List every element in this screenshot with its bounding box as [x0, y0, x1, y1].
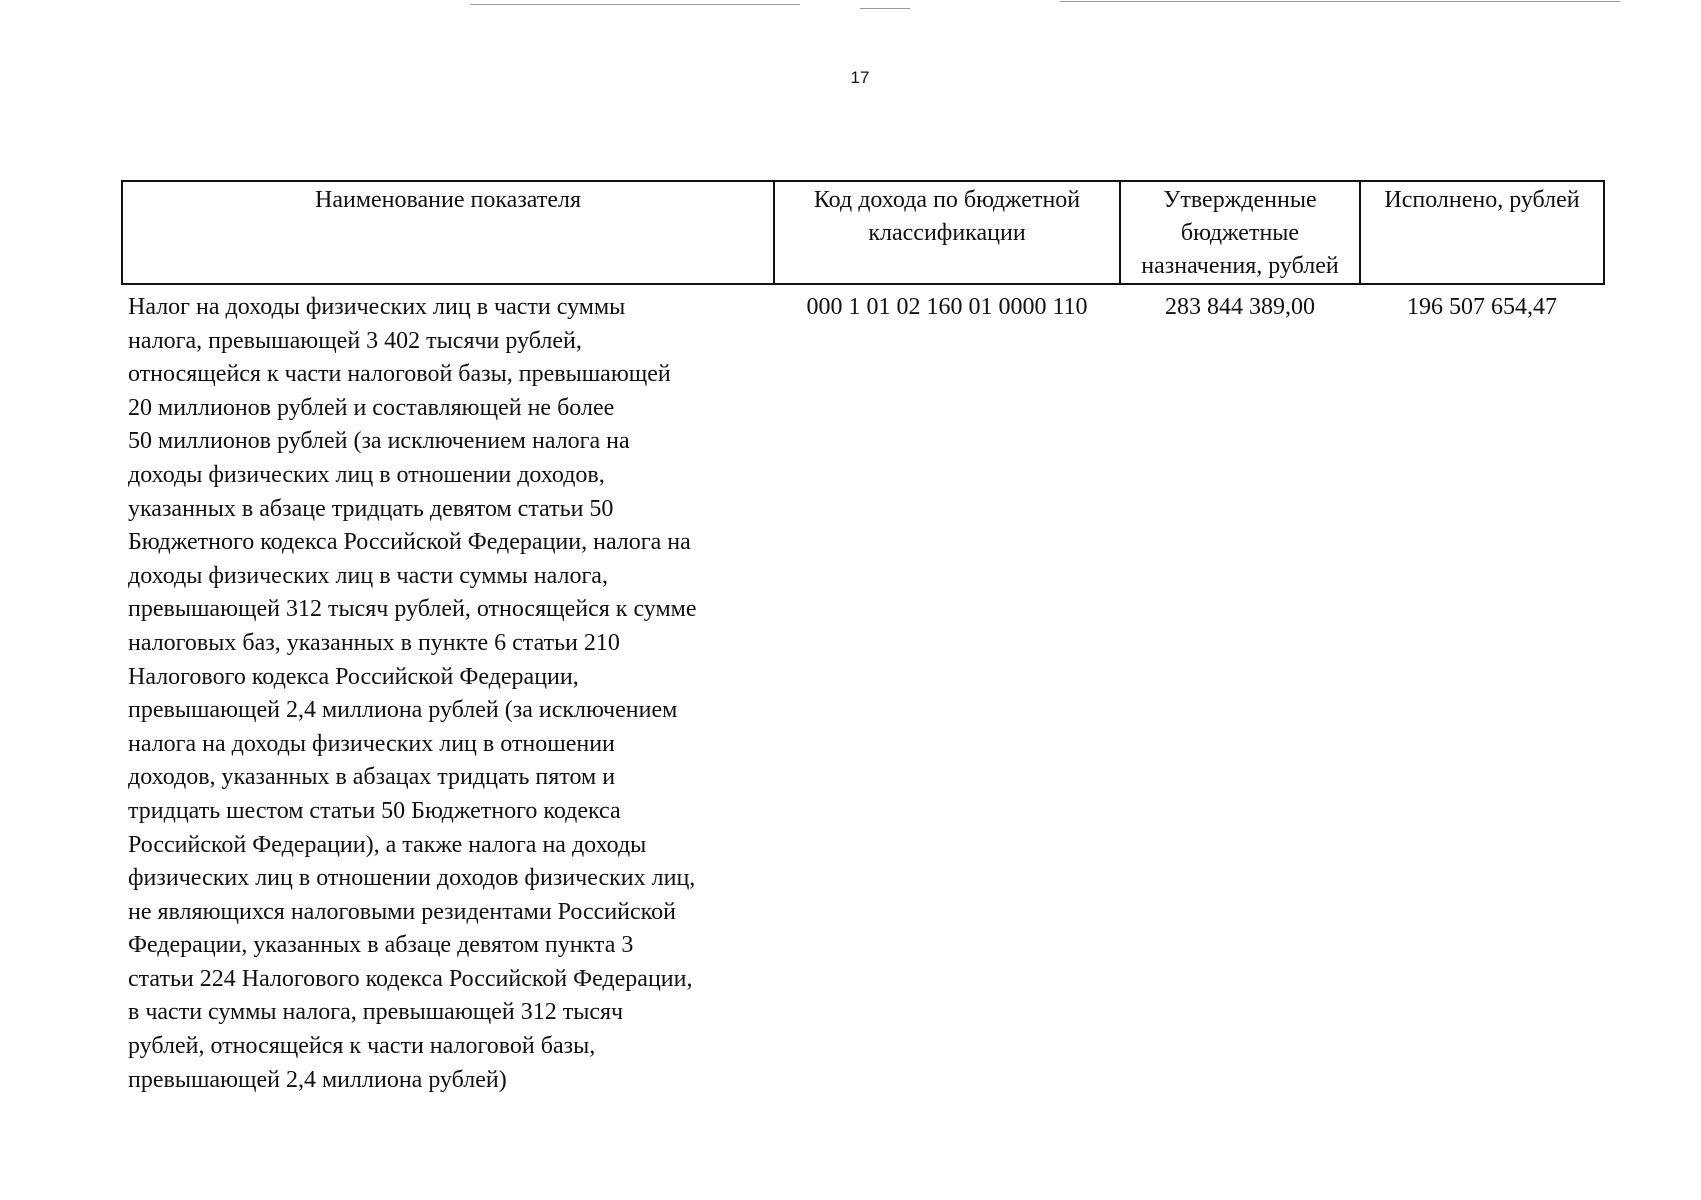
budget-table	[121, 180, 1605, 1097]
indicator-name-line: 20 миллионов рублей и составляющей не более	[128, 394, 615, 421]
income-code-cell: 000 1 01 02 160 01 0000 110	[806, 294, 1088, 320]
indicator-name-line: налога, превышающей 3 402 тысячи рублей,	[128, 327, 582, 354]
header-income-code: Код дохода по бюджетной классификации	[774, 181, 1120, 284]
indicator-name-cell	[122, 284, 774, 1097]
indicator-name-line: налоговых баз, указанных в пункте 6 статьи 210	[128, 629, 620, 656]
scan-artifact	[1060, 1, 1620, 2]
indicator-name-line: физических лиц в отношении доходов физических лиц,	[128, 865, 696, 892]
indicator-name-line: в части суммы налога, превышающей 312 тысяч	[128, 999, 624, 1026]
indicator-name-line: 50 миллионов рублей (за исключением налога на	[128, 428, 630, 455]
indicator-name-line: Федерации, указанных в абзаце девятом пункта 3	[128, 932, 634, 959]
indicator-name-line: указанных в абзаце тридцать девятом статьи 50	[128, 495, 614, 522]
indicator-name-line: не являющихся налоговыми резидентами Российской	[128, 898, 676, 925]
indicator-name-line: статьи 224 Налогового кодекса Российской Федерации,	[128, 965, 693, 992]
table-row	[122, 284, 1604, 1097]
indicator-name-line: относящейся к части налоговой базы, превышающей	[128, 361, 671, 388]
indicator-name-line: доходы физических лиц в отношении доходов,	[128, 461, 605, 488]
indicator-name-line: превышающей 312 тысяч рублей, относящейся к сумме	[128, 596, 697, 623]
table-header-row	[122, 181, 1604, 284]
indicator-name-line: тридцать шестом статьи 50 Бюджетного кодекса	[128, 797, 621, 824]
indicator-name-line: рублей, относящейся к части налоговой базы,	[128, 1033, 596, 1060]
header-executed: Исполнено, рублей	[1360, 181, 1604, 284]
scan-artifact	[860, 8, 910, 9]
indicator-name-line: налога на доходы физических лиц в отношении	[128, 730, 615, 757]
indicator-name-line: Налогового кодекса Российской Федерации,	[128, 663, 579, 690]
header-approved-budget: Утвержденные бюджетные назначения, рублей	[1120, 181, 1360, 284]
indicator-name-line: доходов, указанных в абзацах тридцать пятом и	[128, 764, 616, 791]
header-indicator-name: Наименование показателя	[122, 181, 774, 284]
indicator-name-line: превышающей 2,4 миллиона рублей (за исключением	[128, 697, 678, 724]
approved-budget-cell: 283 844 389,00	[1165, 294, 1315, 320]
indicator-name-line: превышающей 2,4 миллиона рублей)	[128, 1066, 507, 1093]
executed-cell: 196 507 654,47	[1407, 294, 1557, 320]
indicator-name-line: доходы физических лиц в части суммы налога,	[128, 562, 608, 589]
indicator-name-line: Бюджетного кодекса Российской Федерации, налога на	[128, 529, 691, 556]
indicator-name-line: Российской Федерации), а также налога на доходы	[128, 831, 647, 858]
indicator-name-line: Налог на доходы физических лиц в части суммы	[128, 294, 626, 320]
page-number: 17	[850, 68, 870, 87]
scan-artifact	[470, 4, 800, 5]
